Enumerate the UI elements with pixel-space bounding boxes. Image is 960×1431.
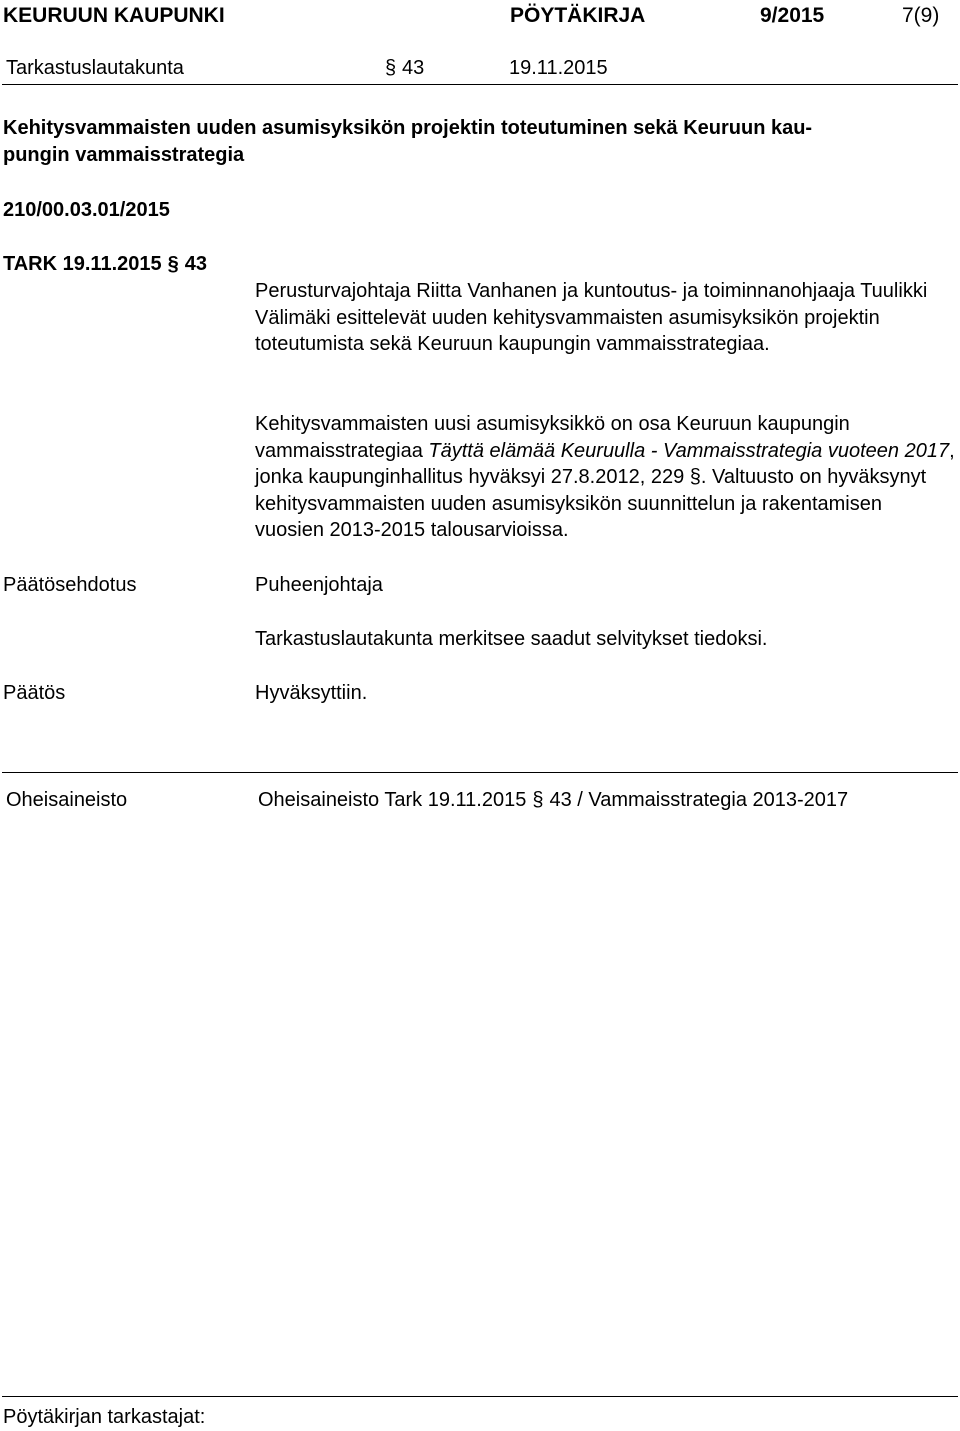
header-divider bbox=[2, 84, 958, 85]
attachments-label: Oheisaineisto bbox=[6, 789, 128, 811]
strategy-paragraph-part1: Kehitysvammaisten uusi asumisyksikkö on osa Keuruun kaupungin vammaisstrategiaa bbox=[255, 413, 850, 462]
proposal-label: Päätösehdotus bbox=[3, 574, 137, 596]
item-title-line1: Kehitysvammaisten uuden asumisyksikön projektin toteutuminen sekä Keuruun kau- bbox=[3, 117, 813, 139]
attachments-divider bbox=[2, 772, 958, 773]
attachments-text-part1: Oheisaineisto Tark 19.11.2015 bbox=[258, 789, 527, 811]
document-type: PÖYTÄKIRJA bbox=[510, 4, 646, 27]
strategy-paragraph bbox=[255, 411, 955, 544]
attachments-text-part2: 43 / Vammaisstrategia 2013-2017 bbox=[549, 789, 849, 811]
diary-number: 210/00.03.01/2015 bbox=[3, 199, 170, 221]
item-reference-number: 43 bbox=[184, 253, 207, 275]
section-number: 43 bbox=[402, 57, 425, 79]
meeting-date: 19.11.2015 bbox=[509, 57, 608, 79]
item-reference bbox=[3, 251, 207, 277]
item-reference-mark: § bbox=[167, 253, 179, 275]
signers-label: Pöytäkirjan tarkastajat: bbox=[3, 1406, 206, 1428]
strategy-title: Täyttä elämää Keuruulla - Vammaisstrategia vuoteen 2017 bbox=[428, 439, 950, 462]
item-reference-date: TARK 19.11.2015 bbox=[3, 253, 162, 275]
strategy-paragraph-part3: . Valtuusto on hyväksynyt kehitysvammaisten uuden asumisyksikön suunnittelun ja rakentamisen vuosien 2013-2015 talousarvioissa. bbox=[255, 466, 927, 541]
footer-divider bbox=[2, 1396, 958, 1397]
presentation-paragraph: Perusturvajohtaja Riitta Vanhanen ja kuntoutus- ja toiminnanohjaaja Tuulikki Välimäki esittelevät uuden kehitysvammaisten asumisyksikön projektin toteutumista sekä Keuruun kaupungin vammaisstrategiaa. bbox=[255, 280, 928, 355]
page-number: 7(9) bbox=[902, 4, 940, 27]
proposer: Puheenjohtaja bbox=[255, 574, 383, 596]
proposal-text: Tarkastuslautakunta merkitsee saadut selvitykset tiedoksi. bbox=[255, 628, 768, 650]
attachments-mark: § bbox=[532, 789, 544, 811]
section-mark: § bbox=[385, 57, 397, 79]
decision-text: Hyväksyttiin. bbox=[255, 682, 368, 704]
decision-label: Päätös bbox=[3, 682, 66, 704]
document-number: 9/2015 bbox=[760, 4, 825, 27]
strategy-paragraph-mark: § bbox=[689, 466, 701, 488]
item-title-line2: pungin vammaisstrategia bbox=[3, 144, 245, 166]
organization-name: KEURUUN KAUPUNKI bbox=[3, 4, 225, 27]
strategy-paragraph-part2: , jonka kaupunginhallitus hyväksyi 27.8.2012, 229 bbox=[255, 439, 955, 488]
committee-name: Tarkastuslautakunta bbox=[6, 57, 184, 79]
attachments-text bbox=[258, 787, 848, 813]
